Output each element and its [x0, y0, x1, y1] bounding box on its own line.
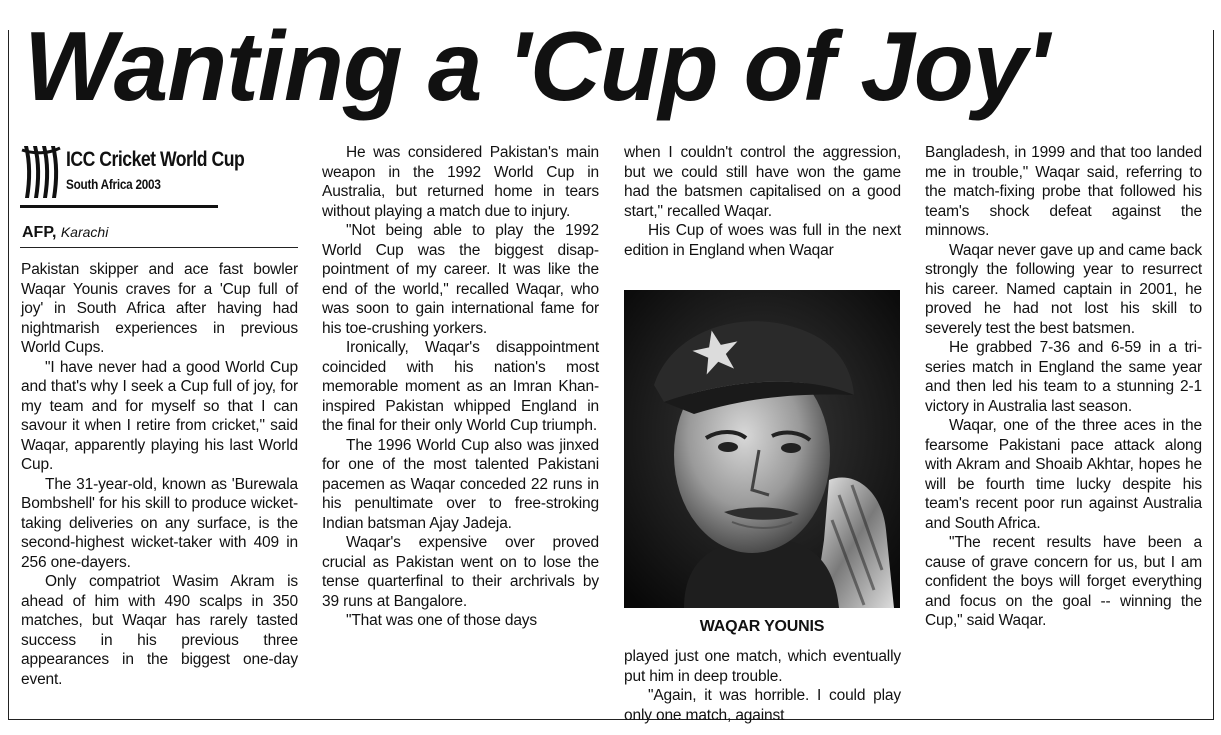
photo-caption: WAQAR YOUNIS [699, 618, 825, 635]
paragraph: He grabbed 7-36 and 6-59 in a tri-series match in England the same year and then led his team to a stunning 2-1 victory in Australia last season. [925, 339, 1202, 415]
paragraph: The 31-year-old, known as 'Burewala Bombshell' for his skill to produce wicket-taking deliveries on any surface, is the second-highest wicket-taker with 409 in 256 one-dayers. [21, 475, 298, 571]
paragraph: His Cup of woes was full in the next edition in England when Waqar [624, 222, 901, 259]
paragraph: Bangladesh, in 1999 and that too landed me in trouble," Waqar said, referring to the match-fixing probe that followed his team's shock defeat against the minnows. [925, 144, 1202, 239]
paragraph: played just one match, which eventually put him in deep trouble. [624, 648, 901, 685]
paragraph: He was considered Pakistan's main weapon in the 1992 World Cup in Australia, but returned home in tears without playing a match due to injury. [322, 144, 599, 220]
headline: Wanting a 'Cup of Joy' [24, 11, 1049, 121]
byline [22, 222, 108, 243]
page-frame-right [1213, 30, 1214, 720]
logo-title: ICC Cricket World Cup [66, 148, 245, 171]
paragraph: Only compatriot Wasim Akram is ahead of him with 490 scalps in 350 matches, but Waqar has rarely tasted success in his previous three appearances in the biggest one-day event. [21, 573, 298, 688]
paragraph: Waqar never gave up and came back strongly the following year to resurrect his career. Named captain in 2001, he proved he had not lost his skill to severely test the best batsmen. [925, 241, 1202, 337]
player-portrait-image [624, 290, 900, 608]
article-column-1 [21, 260, 298, 689]
byline-agency: AFP, [22, 224, 57, 241]
byline-rule [20, 247, 298, 248]
paragraph: "Again, it was horrible. I could play only one match, against [624, 687, 901, 724]
page-frame-left [8, 30, 9, 720]
world-cup-emblem-icon [20, 142, 62, 200]
paragraph: Ironically, Waqar's disappointment coincided with his nation's most memorable moment as an Imran Khan-inspired Pakistan whipped England in the final for their only World Cup triumph. [322, 339, 599, 434]
page-frame-bottom [8, 719, 1214, 720]
logo-rule [20, 205, 218, 208]
paragraph: Waqar's expensive over proved crucial as Pakistan went on to lose the tense quarterfinal to their archrivals by 39 runs at Bangalore. [322, 534, 599, 610]
paragraph: "The recent results have been a cause of grave concern for us, but I am confident the boys will forget everything and focus on the goal -- winning the Cup," said Waqar. [925, 534, 1202, 629]
paragraph: Waqar, one of the three aces in the fearsome Pakistani pace attack along with Akram and Shoaib Akhtar, hopes he will be fourth time lucky despite his team's recent poor run against Australia and South Africa. [925, 417, 1202, 532]
byline-location: Karachi [60, 224, 109, 240]
article-column-4 [925, 143, 1202, 631]
article-column-3-bottom [624, 647, 901, 725]
paragraph: Pakistan skipper and ace fast bowler Waqar Younis craves for a 'Cup full of joy' in South Africa after having had nightmarish experiences in previous World Cups. [21, 261, 298, 356]
paragraph: "That was one of those days [346, 612, 538, 629]
player-photo [624, 290, 900, 608]
article-column-3-top [624, 143, 901, 260]
paragraph: "I have never had a good World Cup and that's why I seek a Cup full of joy, for my team and for myself so that I can savour it when I retire from cricket," said Waqar, apparently playing his last World Cup. [21, 358, 298, 473]
paragraph: when I couldn't control the aggression, but we could still have won the game had the batsmen capitalised on a good start," recalled Waqar. [624, 144, 901, 220]
article-column-2 [322, 143, 599, 631]
paragraph: "Not being able to play the 1992 World Cup was the biggest disappointment of my career. It was like the end of the world," recalled Waqar, who was soon to gain international fame for his toe-crushing yorkers. [322, 222, 599, 337]
logo-subtitle: South Africa 2003 [66, 176, 161, 192]
paragraph: The 1996 World Cup also was jinxed for one of the most talented Pakistani pacemen as Waqar conceded 22 runs in his penultimate over to free-stroking Indian batsman Ajay Jadeja. [322, 436, 599, 532]
icc-world-cup-logo [20, 140, 245, 208]
